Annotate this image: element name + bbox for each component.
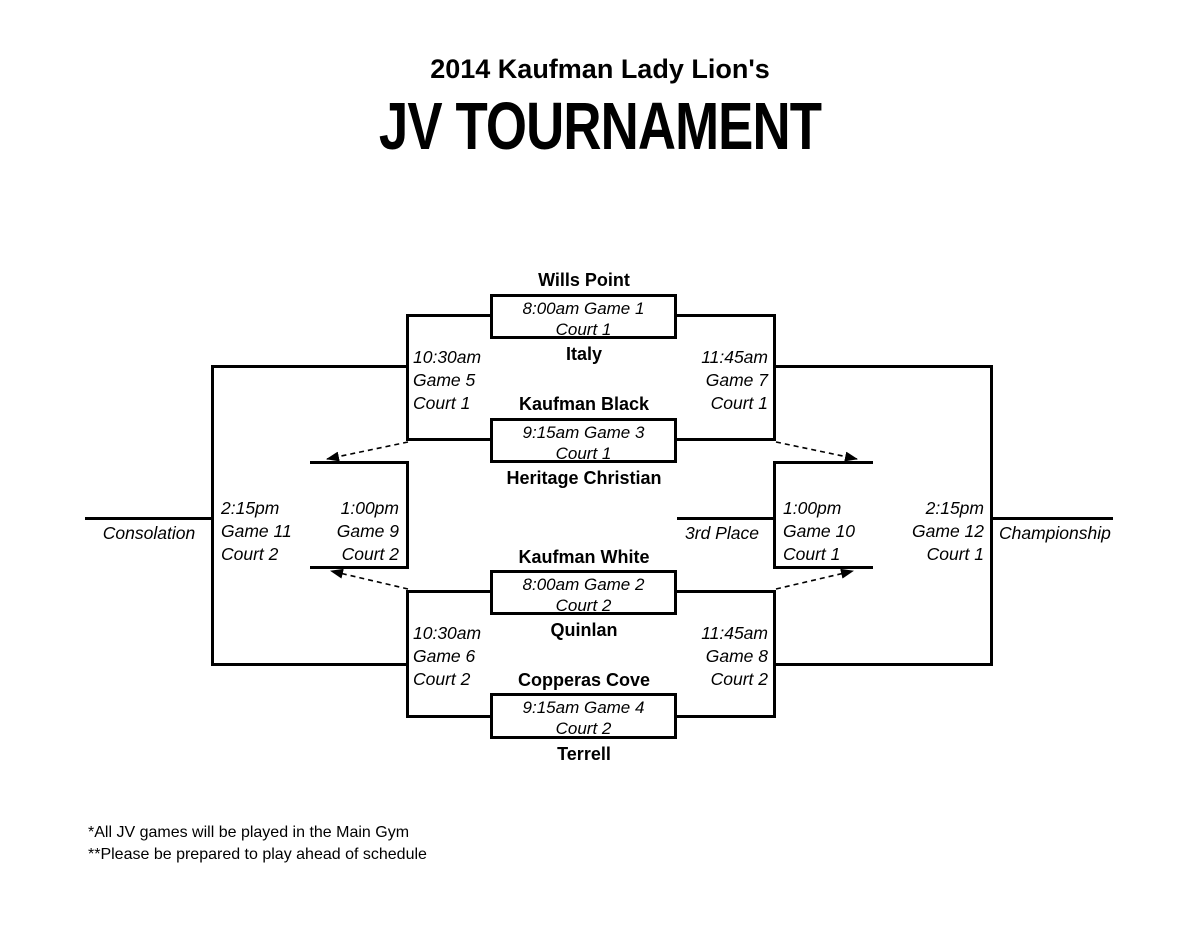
team-wills-point: Wills Point	[538, 270, 630, 290]
game6-time: 10:30am	[413, 623, 482, 643]
team-kaufman-white: Kaufman White	[518, 547, 650, 567]
game12-court: Court 1	[926, 544, 984, 564]
note-main-gym: *All JV games will be played in the Main Gym	[88, 824, 410, 841]
loser-arrow-game8-to-game10	[776, 571, 853, 589]
championship-label: Championship	[999, 523, 1111, 543]
tournament-subtitle: 2014 Kaufman Lady Lion's	[430, 54, 770, 84]
team-italy: Italy	[565, 344, 603, 364]
game2-schedule: 8:00am Game 2	[522, 575, 645, 594]
game7-schedule	[648, 346, 768, 415]
game8-time: 11:45am	[701, 623, 768, 643]
game9-schedule	[279, 497, 399, 566]
game12-label: Game 12	[912, 521, 984, 541]
game7-label: Game 7	[705, 370, 768, 390]
game5-court: Court 1	[413, 393, 471, 413]
game7-court: Court 1	[710, 393, 768, 413]
game12-time: 2:15pm	[925, 498, 984, 518]
third-place-label: 3rd Place	[685, 523, 759, 543]
game5-schedule	[413, 346, 533, 415]
game3-schedule: 9:15am Game 3	[522, 423, 645, 442]
game9-court: Court 2	[341, 544, 399, 564]
game6-court: Court 2	[413, 669, 471, 689]
tournament-title: JV TOURNAMENT	[378, 88, 822, 164]
game11-time: 2:15pm	[221, 498, 280, 518]
game3-court: Court 1	[555, 444, 612, 463]
game5-time: 10:30am	[413, 347, 482, 367]
game6-label: Game 6	[413, 646, 476, 666]
game8-label: Game 8	[705, 646, 768, 666]
game1-court: Court 1	[555, 320, 612, 339]
game10-time: 1:00pm	[783, 498, 842, 518]
team-heritage-christian: Heritage Christian	[506, 468, 662, 488]
team-quinlan: Quinlan	[550, 620, 618, 640]
game10-label: Game 10	[783, 521, 855, 541]
game6-schedule	[413, 622, 533, 691]
loser-arrow-game5-to-game9	[327, 442, 408, 459]
game9-label: Game 9	[336, 521, 399, 541]
loser-arrow-game7-to-game10	[776, 442, 857, 459]
game11-label: Game 11	[221, 521, 292, 541]
game11-court: Court 2	[221, 544, 279, 564]
game8-schedule	[648, 622, 768, 691]
game10-court: Court 1	[783, 544, 841, 564]
game8-court: Court 2	[710, 669, 768, 689]
team-copperas-cove: Copperas Cove	[517, 670, 651, 690]
consolation-label: Consolation	[102, 523, 196, 543]
team-kaufman-black: Kaufman Black	[518, 394, 650, 414]
footer-notes	[88, 822, 427, 865]
game4-court: Court 2	[555, 719, 612, 738]
game9-time: 1:00pm	[340, 498, 399, 518]
game12-schedule	[864, 497, 984, 566]
game2-court: Court 2	[555, 596, 612, 615]
team-terrell: Terrell	[557, 744, 611, 764]
third-place-line	[677, 517, 775, 520]
game7-time: 11:45am	[701, 347, 768, 367]
loser-arrow-game6-to-game9	[331, 571, 408, 589]
game1-schedule: 8:00am Game 1	[522, 299, 645, 318]
game4-schedule: 9:15am Game 4	[522, 698, 645, 717]
note-ahead-of-schedule: **Please be prepared to play ahead of schedule	[88, 845, 427, 863]
game5-label: Game 5	[413, 370, 476, 390]
